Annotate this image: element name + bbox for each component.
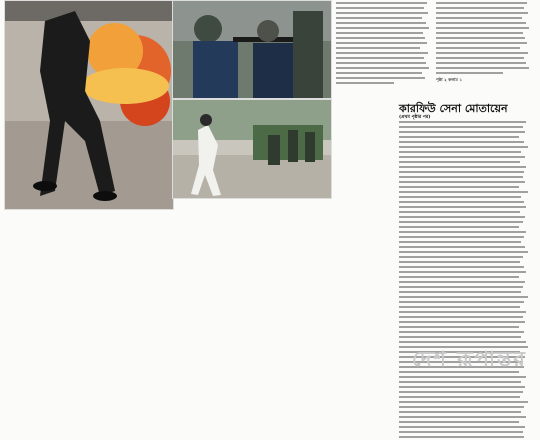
watermark-logo: দেশ রূপান্তর (412, 347, 527, 371)
photo-police-gun (172, 0, 332, 99)
byline: (প্রথম পৃষ্ঠার পর) (399, 115, 431, 120)
text-column-top-middle (336, 2, 432, 92)
continue-note: পৃষ্ঠা ২ কলাম ১ (436, 77, 463, 82)
photo-street-clash (172, 99, 332, 199)
photo-protest-fire (4, 0, 174, 210)
article-body (399, 121, 529, 439)
page-headline: কারফিউ সেনা মোতায়েন (399, 102, 508, 115)
text-column-top-right (436, 2, 532, 92)
